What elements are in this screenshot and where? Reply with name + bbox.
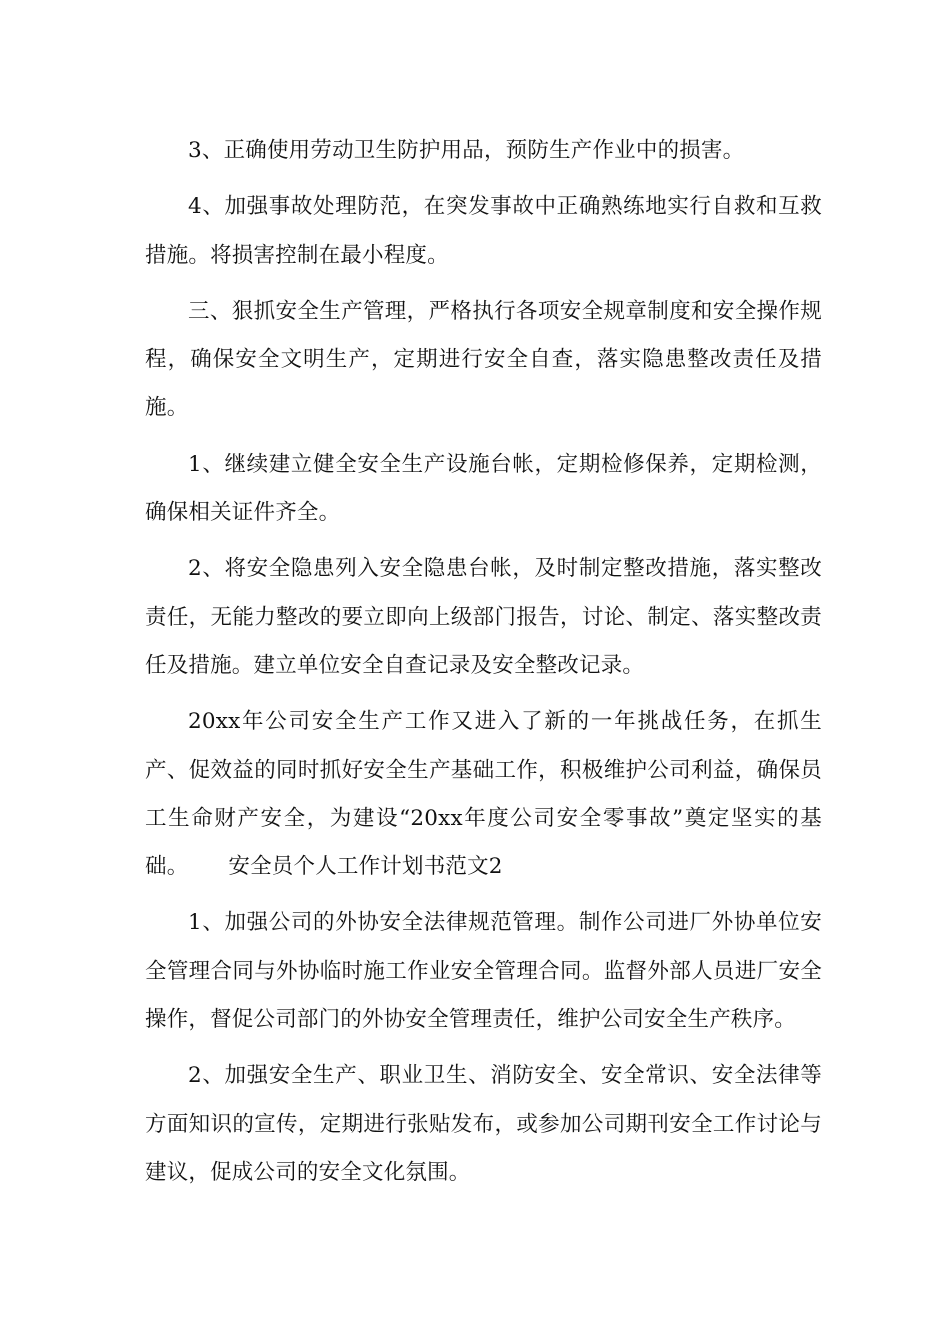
document-body bbox=[145, 127, 822, 1197]
paragraph-item-1: 1、继续建立健全安全生产设施台帐，定期检修保养，定期检测，确保相关证件齐全。 bbox=[145, 451, 822, 526]
section-title: 安全员个人工作计划书范文2 bbox=[228, 854, 503, 880]
paragraph-item-2: 2、将安全隐患列入安全隐患台帐，及时制定整改措施，落实整改责任，无能力整改的要立即向上级部门报告，讨论、制定、落实整改责任及措施。建立单位安全自查记录及安全整改记录。 bbox=[145, 556, 822, 678]
paragraph-plan-item-1: 1、加强公司的外协安全法律规范管理。制作公司进厂外协单位安全管理合同与外协临时施工作业安全管理合同。监督外部人员进厂安全操作，督促公司部门的外协安全管理责任，维护公司安全生产秩序。 bbox=[145, 910, 822, 1033]
paragraph-item-3: 3、正确使用劳动卫生防护用品，预防生产作业中的损害。 bbox=[188, 138, 745, 163]
summary-text: 20xx年公司安全生产工作又进入了新的一年挑战任务，在抓生产、促效益的同时抓好安全生产基础工作，积极维护公司利益，确保员工生命财产安全，为建设“20xx年度公司安全零事故”奠定坚实的基础。 bbox=[145, 709, 822, 880]
paragraph-summary bbox=[145, 698, 822, 891]
paragraph-plan-item-2: 2、加强安全生产、职业卫生、消防安全、安全常识、安全法律等方面知识的宣传，定期进行张贴发布，或参加公司期刊安全工作讨论与建议，促成公司的安全文化氛围。 bbox=[145, 1063, 822, 1185]
paragraph-section-three: 三、狠抓安全生产管理，严格执行各项安全规章制度和安全操作规程，确保安全文明生产，定期进行安全自查，落实隐患整改责任及措施。 bbox=[145, 298, 822, 421]
paragraph-item-4: 4、加强事故处理防范，在突发事故中正确熟练地实行自救和互救措施。将损害控制在最小程度。 bbox=[145, 194, 822, 268]
